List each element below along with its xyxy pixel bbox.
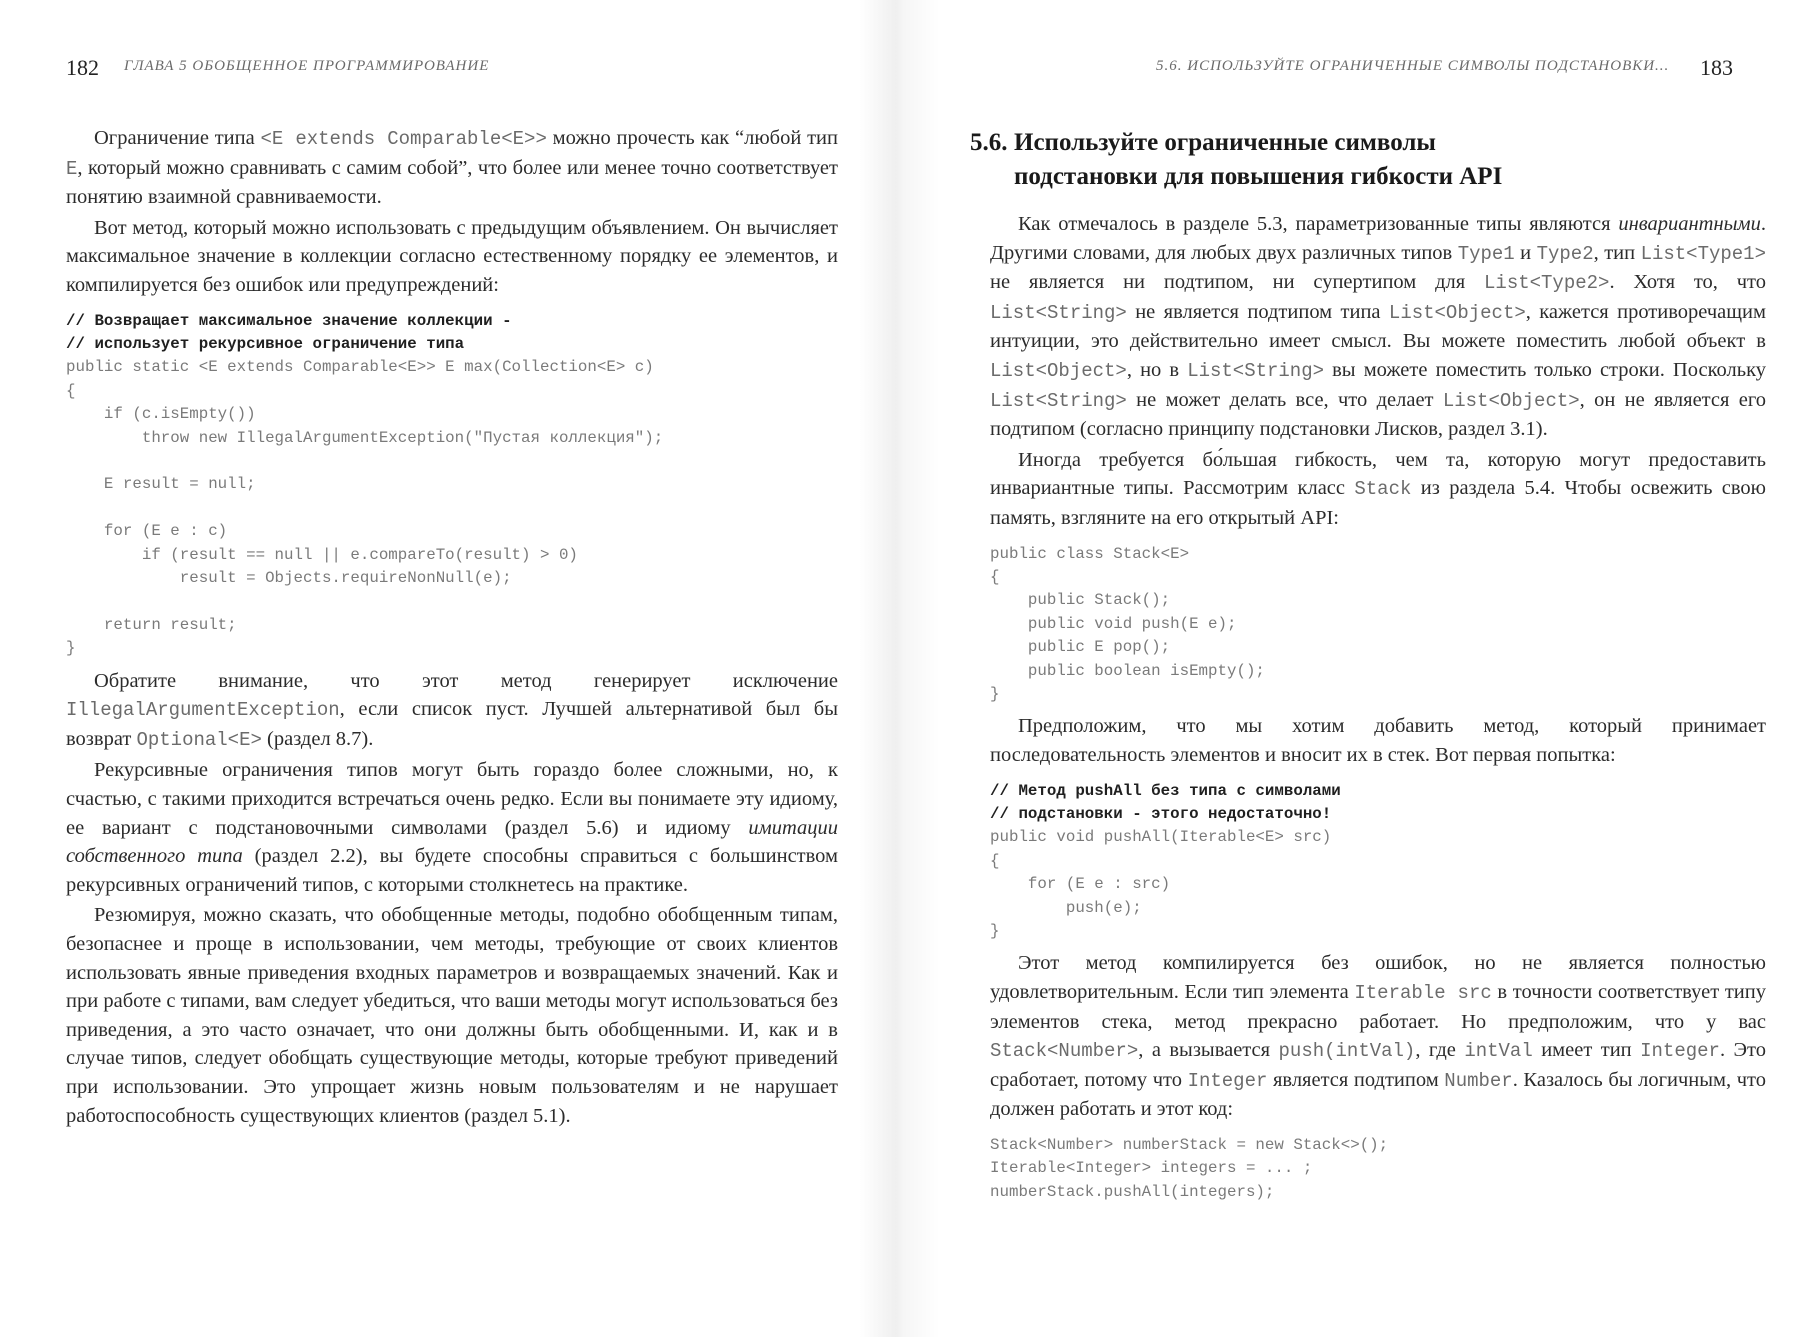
section-title-line-1: Используйте ограниченные символы	[1014, 129, 1436, 156]
paragraph: Как отмечалось в разделе 5.3, параметризованные типы являются инвариантными. Другими словами, для любых двух различных типов Type1 и Type2, тип List<Type1> не является ни подтипом, ни супертипом для List<Type2>. Хотя то, что List<String> не является подтипом типа List<Object>, кажется противоречащим интуиции, это действительно имеет смысл. Вы можете поместить любой объект в List<Object>, но в List<String> вы можете поместить только строки. Поскольку List<String> не может делать все, что делает List<Object>, он не является его подтипом (согласно принципу подстановки Лисков, раздел 3.1).	[990, 213, 1767, 441]
code-line: }	[66, 639, 76, 658]
code-line: {	[66, 381, 76, 400]
code-line: }	[990, 684, 1000, 703]
code-line: result = Objects.requireNonNull(e);	[66, 569, 512, 587]
paragraph: Обратите внимание, что этот метод генерирует исключение IllegalArgumentException, если список пуст. Лучшей альтернативой был бы возврат Optional<E> (раздел 8.7).	[66, 669, 838, 751]
code-line: public void push(E e);	[990, 614, 1237, 633]
left-page-body	[66, 124, 838, 1132]
code-line: for (E e : c)	[66, 522, 228, 541]
section-number: 5.6.	[970, 129, 1008, 156]
code-line: public E pop();	[990, 638, 1171, 657]
section-heading	[970, 126, 1690, 194]
code-line: public boolean isEmpty();	[990, 661, 1265, 680]
paragraph: Рекурсивные ограничения типов могут быть гораздо более сложными, но, к счастью, с такими приходится встречаться очень редко. Если вы понимаете эту идиому, ее вариант с подстановочными символами (раздел 5.6) и идиому имитации собственного типа (раздел 2.2), вы будете способны справиться с большинством рекурсивных ограничений типов, с которыми столкнетесь на практике.	[66, 759, 839, 896]
code-block-stack	[990, 543, 1766, 707]
code-line: public void pushAll(Iterable<E> src)	[990, 828, 1332, 847]
right-running-head: 5.6. ИСПОЛЬЗУЙТЕ ОГРАНИЧЕННЫЕ СИМВОЛЫ ПОДСТАНОВКИ...	[1156, 58, 1670, 74]
paragraph: Иногда требуется бо́льшая гибкость, чем та, которую могут предоставить инвариантные типы. Рассмотрим класс Stack из раздела 5.4. Чтобы освежить свою память, взгляните на его открытый API:	[990, 448, 1766, 529]
code-line: public static <E extends Comparable<E>> E max(Collection<E> c)	[66, 358, 654, 377]
code-line: {	[990, 851, 1000, 870]
code-line: Stack<Number> numberStack = new Stack<>();	[990, 1135, 1389, 1154]
paragraph: Этот метод компилируется без ошибок, но не является полностью удовлетворительным. Если тип элемента Iterable src в точности соответствует типу элементов стека, метод прекрасно работает. Но предположим, что у вас Stack<Number>, а вызывается push(intVal), где intVal имеет тип Integer. Это сработает, потому что Integer является подтипом Number. Казалось бы логичным, что должен работать и этот код:	[990, 952, 1766, 1121]
code-line: throw new IllegalArgumentException("Пустая коллекция");	[66, 428, 664, 447]
code-line: push(e);	[990, 898, 1142, 917]
right-page-body	[990, 210, 1766, 1210]
code-comment-line: // использует рекурсивное ограничение типа	[66, 334, 465, 353]
paragraph: Резюмируя, можно сказать, что обобщенные методы, подобно обобщенным типам, безопаснее и проще в использовании, чем методы, требующие от своих клиентов использовать явные приведения входных параметров и возвращаемых значений. Как и при работе с типами, вам следует убедиться, что ваши методы могут использоваться без приведения, а это часто означает, что они должны быть обобщенными. И, как и в случае типов, следует обобщать существующие методы, которые требуют приведений при использовании. Это упрощает жизнь новым пользователям и не нарушает работоспособность существующих клиентов (раздел 5.1).	[66, 904, 838, 1127]
paragraph: Предположим, что мы хотим добавить метод, который принимает последовательность элементов и вносит их в стек. Вот первая попытка:	[990, 715, 1766, 766]
code-line: {	[990, 567, 1000, 586]
right-page-number: 183	[1700, 55, 1733, 80]
code-line: E result = null;	[66, 475, 256, 494]
code-block-pushall	[990, 780, 1766, 944]
code-line: }	[990, 922, 1000, 940]
paragraph: Вот метод, который можно использовать с предыдущим объявлением. Он вычисляет максимальное значение в коллекции согласно естественному порядку ее элементов, и компилируется без ошибок или предупреждений:	[66, 216, 838, 296]
code-line: if (c.isEmpty())	[66, 405, 256, 424]
code-comment-line: // Метод pushAll без типа с символами	[990, 781, 1341, 800]
code-line	[66, 450, 838, 473]
code-block-usage	[990, 1134, 1766, 1204]
paragraph: Ограничение типа <E extends Comparable<E>> можно прочесть как “любой тип E, который можно сравнивать с самим собой”, что более или менее точно соответствует понятию взаимной сравниваемости.	[66, 127, 838, 209]
code-line: Iterable<Integer> integers = ... ;	[990, 1159, 1313, 1178]
code-line: public Stack();	[990, 591, 1171, 610]
code-line	[66, 590, 838, 613]
left-page	[0, 0, 880, 1337]
code-comment-line: // подстановки - этого недостаточно!	[990, 804, 1332, 823]
left-running-head: ГЛАВА 5 ОБОБЩЕННОЕ ПРОГРАММИРОВАНИЕ	[124, 58, 490, 74]
code-line: return result;	[66, 615, 237, 634]
code-line: public class Stack<E>	[990, 544, 1190, 563]
left-page-number: 182	[66, 55, 99, 80]
right-page	[920, 0, 1794, 1337]
code-line: if (result == null || e.compareTo(result) > 0)	[66, 545, 578, 564]
code-line: for (E e : src)	[990, 875, 1171, 894]
code-block-max	[66, 310, 838, 661]
code-comment-line: // Возвращает максимальное значение коллекции -	[66, 311, 512, 330]
code-line: numberStack.pushAll(integers);	[990, 1182, 1275, 1201]
code-line	[66, 497, 838, 520]
section-title-line-2: подстановки для повышения гибкости API	[1014, 163, 1503, 190]
